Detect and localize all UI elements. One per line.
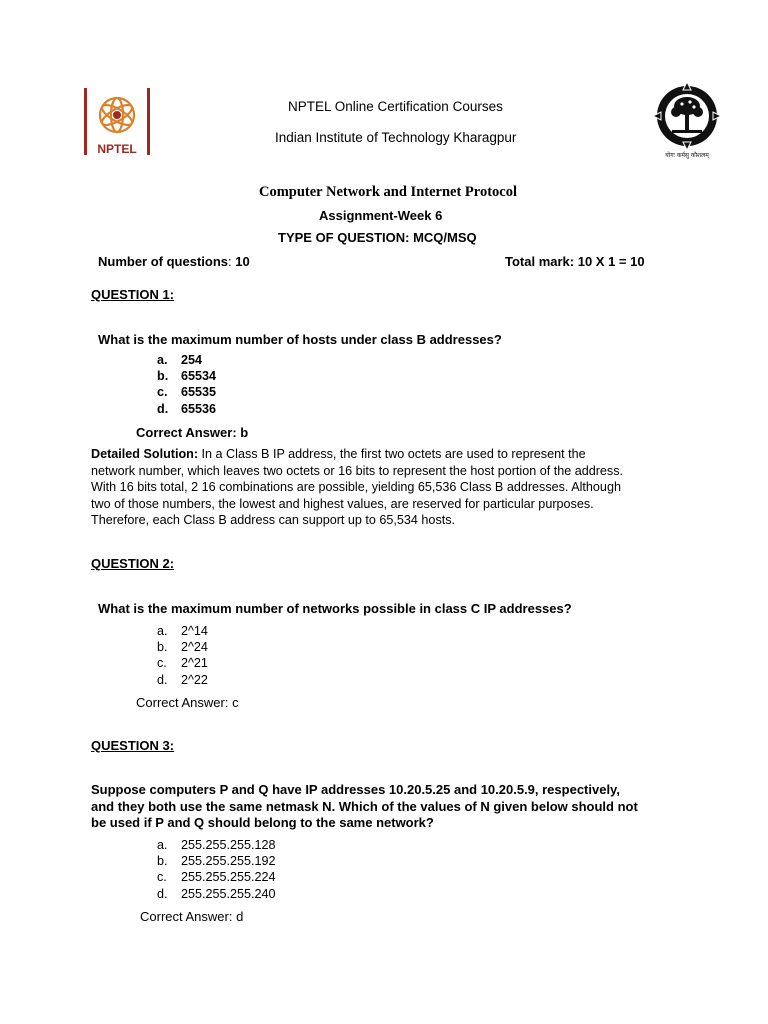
option-label: d. bbox=[157, 401, 169, 416]
nptel-logo-text: NPTEL bbox=[97, 142, 137, 156]
option-a bbox=[157, 623, 208, 639]
question-3-options bbox=[157, 837, 276, 902]
iit-motto-text: योगः कर्मसु कौशलम् bbox=[665, 152, 709, 159]
solution-line-1 bbox=[91, 446, 691, 463]
option-a bbox=[157, 837, 276, 853]
option-label: d. bbox=[157, 886, 168, 901]
header-line-2: Indian Institute of Technology Kharagpur bbox=[275, 130, 517, 145]
solution-line-2: network number, which leaves two octets or 16 bits to represent the host portion of the address. bbox=[91, 463, 624, 478]
question-2-text: What is the maximum number of networks possible in class C IP addresses? bbox=[98, 601, 572, 616]
option-text: 255.255.255.224 bbox=[181, 870, 276, 885]
number-of-questions bbox=[98, 254, 250, 269]
question-3-line-2: and they both use the same netmask N. Which of the values of N given below should not bbox=[91, 798, 638, 814]
option-label: b. bbox=[157, 640, 168, 655]
question-type: TYPE OF QUESTION: MCQ/MSQ bbox=[278, 230, 477, 245]
option-label: a. bbox=[157, 624, 168, 638]
question-2-heading: QUESTION 2: bbox=[91, 556, 175, 571]
option-text: 65536 bbox=[181, 401, 217, 416]
question-3-heading: QUESTION 3: bbox=[91, 738, 175, 753]
solution-line-4: two of those numbers, the lowest and highest values, are reserved for particular purposes. bbox=[91, 496, 594, 511]
question-1-options bbox=[157, 352, 216, 417]
number-of-questions-sep: : bbox=[228, 254, 236, 269]
assignment-title: Assignment-Week 6 bbox=[319, 208, 443, 223]
question-1-answer: Correct Answer: b bbox=[136, 425, 249, 440]
option-label: b. bbox=[157, 854, 168, 869]
iit-kharagpur-logo bbox=[652, 80, 722, 160]
option-b bbox=[157, 639, 208, 655]
option-d bbox=[157, 672, 208, 688]
option-c bbox=[157, 655, 208, 671]
question-2-options bbox=[157, 623, 208, 688]
option-b bbox=[157, 853, 276, 869]
header-line-1: NPTEL Online Certification Courses bbox=[288, 99, 503, 114]
option-text: 255.255.255.128 bbox=[181, 838, 276, 852]
solution-line-3: With 16 bits total, 2 16 combinations are possible, yielding 65,536 Class B addresses. Although bbox=[91, 480, 621, 495]
question-1-solution bbox=[91, 446, 691, 529]
solution-line-5: Therefore, each Class B address can support up to 65,534 hosts. bbox=[91, 513, 456, 528]
nptel-logo bbox=[83, 87, 151, 157]
option-label: b. bbox=[157, 369, 169, 384]
option-text: 2^21 bbox=[181, 656, 208, 671]
course-title: Computer Network and Internet Protocol bbox=[258, 184, 517, 200]
option-text: 2^14 bbox=[181, 624, 208, 638]
question-3-line-1: Suppose computers P and Q have IP addresses 10.20.5.25 and 10.20.5.9, respectively, bbox=[91, 782, 620, 797]
option-c bbox=[157, 384, 216, 400]
question-3-answer: Correct Answer: d bbox=[140, 909, 244, 924]
option-label: c. bbox=[157, 870, 167, 885]
option-text: 2^22 bbox=[181, 672, 208, 687]
option-text: 65534 bbox=[181, 369, 217, 384]
solution-label: Detailed Solution: bbox=[91, 447, 199, 461]
number-of-questions-value: 10 bbox=[235, 254, 250, 269]
question-1-heading: QUESTION 1: bbox=[91, 287, 175, 302]
option-label: a. bbox=[157, 838, 168, 852]
option-text: 65535 bbox=[181, 385, 217, 400]
option-label: c. bbox=[157, 385, 168, 400]
option-text: 2^24 bbox=[181, 640, 208, 655]
option-label: d. bbox=[157, 672, 168, 687]
option-text: 254 bbox=[181, 353, 203, 367]
question-2-answer: Correct Answer: c bbox=[136, 695, 239, 710]
question-3-text bbox=[91, 782, 638, 832]
option-text: 255.255.255.192 bbox=[181, 854, 276, 869]
option-label: c. bbox=[157, 656, 167, 671]
option-d bbox=[157, 401, 216, 417]
option-b bbox=[157, 368, 216, 384]
total-mark: Total mark: 10 X 1 = 10 bbox=[505, 254, 645, 269]
solution-text: In a Class B IP address, the first two octets are used to represent the bbox=[198, 447, 586, 461]
question-3-line-3: be used if P and Q should belong to the same network? bbox=[91, 815, 434, 831]
option-c bbox=[157, 869, 276, 885]
option-a bbox=[157, 352, 216, 368]
question-1-text: What is the maximum number of hosts under class B addresses? bbox=[98, 332, 502, 347]
number-of-questions-label: Number of questions bbox=[98, 254, 229, 269]
option-label: a. bbox=[157, 353, 168, 367]
option-text: 255.255.255.240 bbox=[181, 886, 276, 901]
option-d bbox=[157, 886, 276, 902]
